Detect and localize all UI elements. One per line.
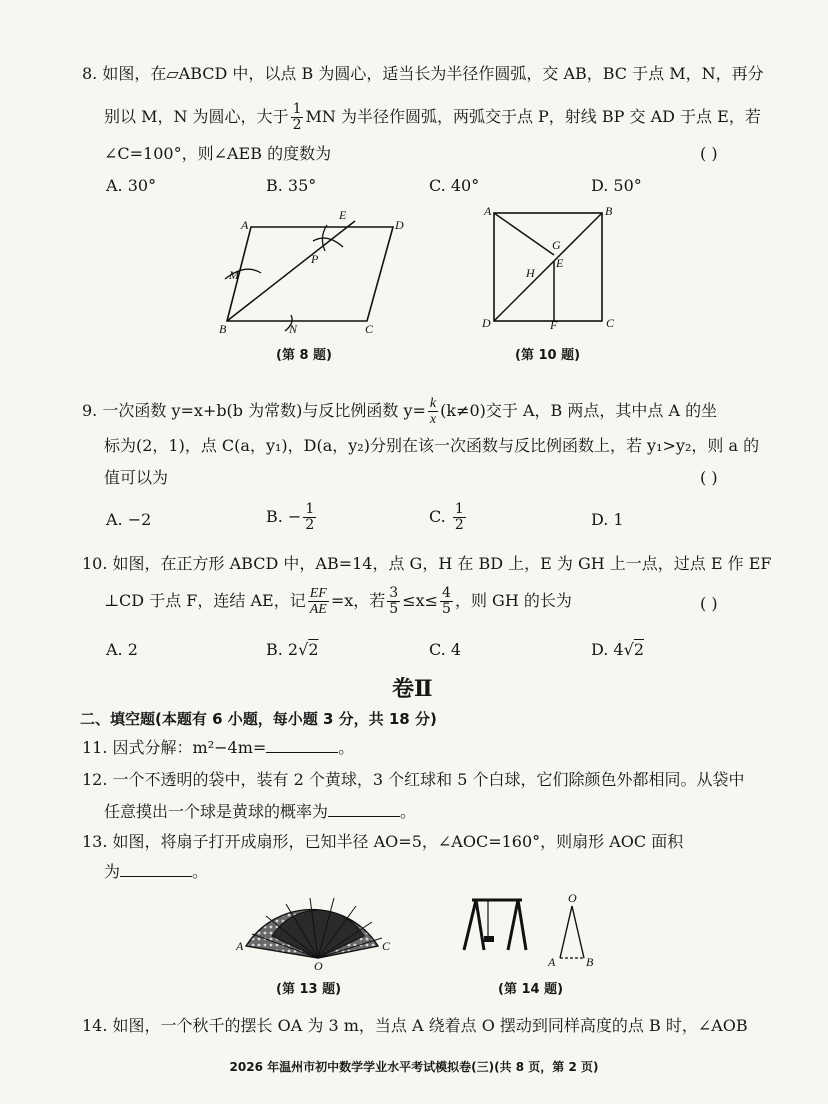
label-d: D [482,316,491,330]
q12-line1: 12. 一个不透明的袋中，装有 2 个黄球，3 个红球和 5 个白球，它们除颜色外都相同。从袋中 [82,770,745,789]
q10-fraction-4-5 [440,586,453,617]
q8-line2b: MN 为半径作圆弧，两弧交于点 P，射线 BP 交 AD 于点 E，若 [305,107,761,126]
q14-line1: 14. 如图，一个秋千的摆长 OA 为 3 m，当点 A 绕着点 O 摆动到同样高度的点 B 时，∠AOB [82,1016,748,1035]
q12-text: 任意摸出一个球是黄球的概率为 [104,802,329,821]
q14-caption: (第 14 题) [498,982,564,997]
q13-line2 [104,862,208,882]
q11-end: 。 [338,738,355,757]
q8-line1: 8. 如图，在▱ABCD 中，以点 B 为圆心，适当长为半径作圆弧，交 AB，BC 于点 M，N，再分 [82,64,764,83]
q8-option-d: D. 50° [591,176,642,195]
label-m: M [229,268,239,282]
q9-line1a: 9. 一次函数 y=x+b(b 为常数)与反比例函数 y= [82,401,426,420]
q13-text: 为 [104,862,121,881]
label-a: A [241,218,249,232]
q10-fraction-3-5 [387,586,400,617]
label-e: E [339,208,347,222]
segment-ae [494,213,554,255]
q9-option-c-num: 1 [454,501,464,517]
q10-fraction-ef-ae [308,586,329,617]
q10-option-d-radicand: 2 [633,640,644,659]
q9-option-b-fraction [303,502,316,533]
q9-option-b [266,502,318,533]
label-c: C [606,316,615,330]
q9-fraction [428,396,438,427]
q13-answer-blank[interactable] [120,862,192,877]
q10-option-c: C. 4 [429,640,462,659]
diagonal-bd [494,213,602,321]
label-c: C [365,322,374,336]
q9-option-d: D. 1 [591,510,624,529]
q8-figure-parallelogram [215,205,415,340]
q11-answer-blank[interactable] [266,738,338,753]
fan-label-a: A [236,939,244,953]
q8-line2a: 别以 M，N 为圆心，大于 [104,107,289,126]
q9-line1b: (k≠0)交于 A，B 两点，其中点 A 的坐 [440,401,718,420]
q8-frac-num: 1 [292,101,302,117]
label-g: G [552,238,561,252]
q12-line2 [104,802,416,822]
q10-answer-paren: ( ) [700,594,718,613]
q9-line3: 值可以为 [104,468,169,487]
q9-option-c-den: 2 [454,517,464,533]
label-n: N [289,322,298,336]
q14-figure-swing [458,890,538,962]
label-a: A [484,204,492,218]
fan-label-o: O [314,959,323,972]
page-footer: 2026 年温州市初中数学学业水平考试模拟卷(三)(共 8 页，第 2 页) [229,1060,599,1074]
q12-end: 。 [400,802,417,821]
pendulum-label-a: A [548,955,556,969]
q10-f1-den: AE [309,602,327,617]
section-title: 卷Ⅱ [392,676,433,702]
q9-frac-den: x [429,412,437,427]
label-p: P [311,252,319,266]
segment-ob [572,906,584,958]
q9-line1 [82,396,717,427]
label-b: B [605,204,613,218]
q11-line [82,738,354,758]
q12-answer-blank[interactable] [328,802,400,817]
q10-option-d: D. 4√2 [591,640,644,659]
q10-line2a: ⊥CD 于点 F，连结 AE，记 [104,591,306,610]
q13-caption: (第 13 题) [276,982,342,997]
q8-fraction [291,102,304,133]
swing-seat [484,936,494,942]
q10-f3-den: 5 [442,601,451,617]
q8-line2 [104,102,761,133]
q10-option-b: B. 2√2 [266,640,319,659]
q10-line2c: ≤x≤ [402,591,439,610]
q10-line2b: =x，若 [330,591,386,610]
q10-f2-den: 5 [389,601,399,617]
q11-text: 11. 因式分解：m²−4m= [82,738,267,757]
q10-option-d-prefix: D. 4 [591,640,624,659]
label-b: B [219,322,227,336]
q8-option-b: B. 35° [266,176,317,195]
q9-option-b-prefix: B. − [266,507,302,526]
q10-f2-num: 3 [389,585,399,601]
pendulum-label-b: B [586,955,594,969]
q13-end: 。 [192,862,209,881]
q10-option-a: A. 2 [106,640,138,659]
q9-answer-paren: ( ) [700,468,718,487]
q8-answer-paren: ( ) [700,144,718,163]
label-h: H [526,266,535,280]
part2-heading: 二、填空题(本题有 6 小题，每小题 3 分，共 18 分) [80,710,437,728]
q10-figure-square [478,203,618,343]
q10-option-b-prefix: B. 2 [266,640,299,659]
q13-line1: 13. 如图，将扇子打开成扇形，已知半径 AO=5，∠AOC=160°，则扇形 AOC 面积 [82,832,684,851]
q10-line2d: ，则 GH 的长为 [454,591,572,610]
q14-figure-pendulum [540,888,610,970]
q8-option-a: A. 30° [106,176,157,195]
q9-option-a: A. −2 [106,510,152,529]
q13-figure-fan [232,888,392,972]
q9-option-b-den: 2 [305,517,315,533]
pendulum-label-o: O [568,891,577,905]
label-e: E [556,256,564,270]
segment-oa [560,906,572,958]
q9-frac-num: k [429,396,437,411]
q8-frac-den: 2 [292,117,302,133]
q10-f3-num: 4 [442,585,451,601]
q9-option-c-prefix: C. [429,507,451,526]
fan-label-c: C [382,939,391,953]
parallelogram-abcd [227,227,393,321]
q10-line2 [104,586,572,617]
q10-f1-num: EF [309,586,327,601]
ray-bp [227,221,355,321]
label-f: F [550,318,558,332]
q9-option-c-fraction [453,502,466,533]
q8-option-c: C. 40° [429,176,480,195]
q8-caption: (第 8 题) [276,348,332,363]
q10-line1: 10. 如图，在正方形 ABCD 中，AB=14，点 G，H 在 BD 上，E 为 GH 上一点，过点 E 作 EF [82,554,772,573]
q9-option-b-num: 1 [305,501,315,517]
q9-line2: 标为(2，1)，点 C(a，y₁)，D(a，y₂)分别在该一次函数与反比例函数上，若 y₁>y₂，则 a 的 [104,436,760,455]
q9-option-c [429,502,468,533]
q10-caption: (第 10 题) [515,348,581,363]
q10-option-b-radicand: 2 [308,640,319,659]
q8-line3: ∠C=100°，则∠AEB 的度数为 [104,144,332,163]
label-d: D [395,218,404,232]
